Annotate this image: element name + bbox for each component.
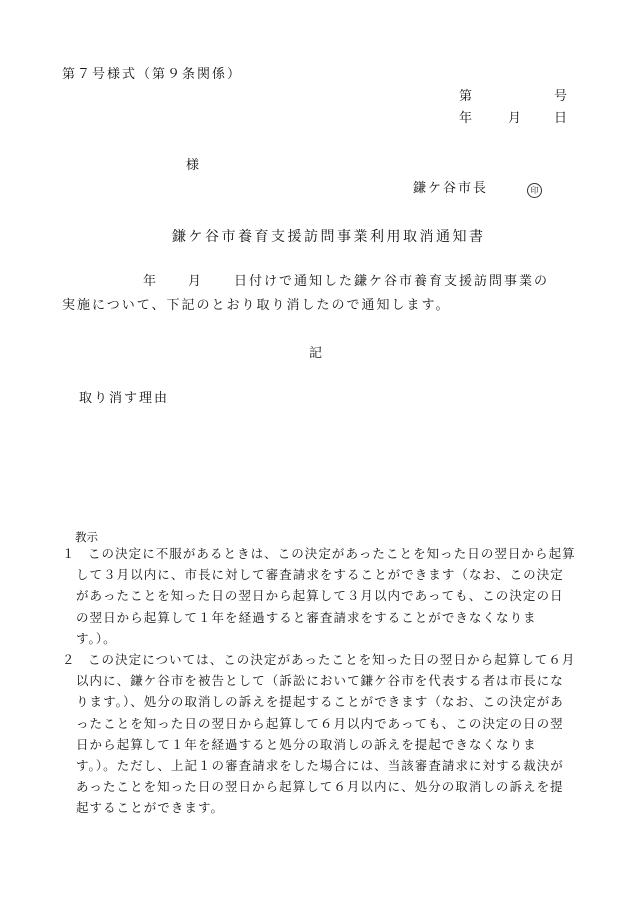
body-line-1: 日付けで通知した鎌ケ谷市養育支援訪問事業の [234, 274, 550, 289]
date-year: 年 [459, 111, 473, 126]
form-label: 第７号様式（第９条関係） [62, 67, 243, 82]
instruction-heading: 教示 [75, 530, 98, 544]
ki-heading: 記 [309, 346, 323, 361]
instruction-item-number: ２ [62, 652, 76, 667]
seal-icon: 印 [527, 183, 542, 198]
instruction-item-2 [62, 649, 578, 819]
body-line-2: 実施について、下記のとおり取り消したので通知します。 [62, 298, 451, 313]
issuer-name: 鎌ケ谷市長 [413, 181, 489, 196]
date-day: 日 [554, 111, 568, 126]
instruction-item-number: １ [62, 546, 76, 561]
document-number-prefix: 第 [459, 89, 473, 104]
date-month: 月 [508, 111, 522, 126]
document-number-suffix: 号 [554, 89, 568, 104]
instruction-item-text: この決定に不服があるときは、この決定があったことを知った日の翌日から起算して３月以内に、市長に対して審査請求をすることができます（なお、この決定があったことを知った日の翌日から起算して３月以内であっても、この決定の日の翌日から起算して１年を経過すると審査請求をすることができなくなります。）。 [76, 546, 576, 646]
body-year: 年 [143, 274, 157, 289]
seal-mark [527, 181, 542, 198]
reason-label: 取り消す理由 [79, 391, 170, 406]
document-title: 鎌ケ谷市養育支援訪問事業利用取消通知書 [172, 229, 486, 245]
body-month: 月 [188, 274, 202, 289]
addressee-suffix: 様 [186, 158, 200, 173]
instruction-item-text: この決定については、この決定があったことを知った日の翌日から起算して６月以内に、鎌ケ谷市を被告として（訴訟において鎌ケ谷市を代表する者は市長になります。）、処分の取消しの訴えを提起することができます（なお、この決定があったことを知った日の翌日から起算して６月以内であっても、この決定の日の翌日から起算して１年を経過すると処分の取消しの訴えを提起できなくなります。）。ただし、上記１の審査請求をした場合には、当該審査請求に対する裁決があったことを知った日の翌日から起算して６月以内に、処分の取消しの訴えを提起することができます。 [76, 652, 576, 816]
instruction-item-1 [62, 543, 578, 649]
